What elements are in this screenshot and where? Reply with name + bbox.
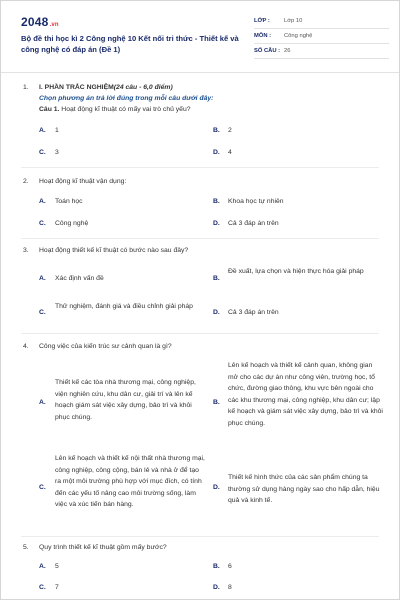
meta-class-value[interactable]: Lớp 10 <box>284 18 303 24</box>
option-a[interactable]: Toán học <box>55 198 83 205</box>
option-letter: C. <box>39 484 46 491</box>
question-text: Hoạt động kĩ thuật vận dụng: <box>39 178 127 185</box>
meta-count-value: 26 <box>284 48 291 54</box>
question-number: 4. <box>23 343 29 350</box>
section-note: (24 câu - 6,0 điểm) <box>113 84 173 91</box>
option-b[interactable]: Khoa học tự nhiên <box>228 198 284 205</box>
option-b[interactable]: 6 <box>228 563 232 570</box>
option-a[interactable]: Xác định vấn đề <box>55 275 104 282</box>
question-number: 5. <box>23 544 29 551</box>
option-c[interactable]: Công nghệ <box>55 220 89 227</box>
option-letter: B. <box>213 563 220 570</box>
meta-subject-label: MÔN : <box>254 33 272 39</box>
option-d[interactable]: Cả 3 đáp án trên <box>228 220 279 227</box>
option-a[interactable]: 1 <box>55 127 59 134</box>
option-c[interactable]: Thử nghiệm, đánh giá và điều chỉnh giải pháp <box>55 303 193 310</box>
header-divider <box>1 72 399 73</box>
option-d[interactable]: Thiết kế hình thức của các sản phẩm chúng ta thường sử dụng hàng ngày sao cho hấp dẫn, hiệu quả và kinh tế. <box>228 474 380 505</box>
logo-text: 2048 <box>21 15 49 29</box>
question-number: 2. <box>23 178 29 185</box>
question-text: Công việc của kiến trúc sư cảnh quan là gì? <box>39 343 172 350</box>
option-a[interactable]: Thiết kế các tòa nhà thương mại, công nghiệp, viện nghiên cứu, khu dân cư, giải trí và lên kế hoạch giám sát việc xây dựng, bảo trì và khôi phục chúng. <box>55 379 196 421</box>
option-letter: B. <box>213 399 220 406</box>
section-title-text: I. PHẦN TRẮC NGHIỆM <box>39 84 114 91</box>
meta-class-label: LỚP : <box>254 18 270 24</box>
option-letter: B. <box>213 275 220 282</box>
option-letter: A. <box>39 275 46 282</box>
option-letter: A. <box>39 198 46 205</box>
option-letter: D. <box>213 220 220 227</box>
question-divider <box>21 333 379 334</box>
question-number: 3. <box>23 247 29 254</box>
option-letter: C. <box>39 149 46 156</box>
page-header <box>1 1 399 69</box>
question-divider <box>21 238 379 239</box>
section-title <box>39 83 173 93</box>
meta-count <box>254 45 389 59</box>
option-letter: B. <box>213 198 220 205</box>
option-c[interactable]: Lên kế hoạch và thiết kế nội thất nhà thương mại, công nghiệp, công cộng, bán lẻ và nhà ở để tạo ra một môi trường phù hợp với mục đích, có tính đến các yếu tố nâng cao môi trường sống, làm việc và xúc tiến bán hàng. <box>55 455 205 509</box>
question-label: Câu 1. <box>39 106 60 113</box>
logo-suffix: .vn <box>49 22 59 28</box>
question-number: 1. <box>23 84 29 91</box>
option-c[interactable]: 7 <box>55 584 59 591</box>
option-letter: D. <box>213 484 220 491</box>
page-title: Bộ đề thi học kì 2 Công nghệ 10 Kết nối tri thức - Thiết kế và công nghệ có đáp án (Đề 1) <box>21 34 239 54</box>
site-logo[interactable] <box>21 15 59 29</box>
option-b[interactable]: Đề xuất, lựa chọn và hiện thực hóa giải pháp <box>228 268 364 275</box>
option-letter: C. <box>39 309 46 316</box>
option-d[interactable]: 4 <box>228 149 232 156</box>
option-letter: D. <box>213 149 220 156</box>
meta-subject <box>254 30 389 44</box>
option-a[interactable]: 5 <box>55 563 59 570</box>
option-letter: C. <box>39 584 46 591</box>
option-b[interactable]: 2 <box>228 127 232 134</box>
option-letter: C. <box>39 220 46 227</box>
question-body: Hoạt động kĩ thuật có mấy vai trò chủ yếu? <box>59 106 191 113</box>
option-letter: A. <box>39 399 46 406</box>
meta-subject-value[interactable]: Công nghệ <box>284 33 313 39</box>
option-d[interactable]: 8 <box>228 584 232 591</box>
option-d[interactable]: Cả 3 đáp án trên <box>228 309 279 316</box>
option-letter: B. <box>213 127 220 134</box>
option-letter: A. <box>39 127 46 134</box>
question-divider <box>21 536 379 537</box>
question-divider <box>21 167 379 168</box>
option-c[interactable]: 3 <box>55 149 59 156</box>
option-b[interactable]: Lên kế hoạch và thiết kế cảnh quan, không gian mở cho các dự án như công viên, trường học, tổ chức, đường giao thông, khu vực bên ngoài cho các khu thương mại, công nghiệp, khu dân cư; lập kế hoạch và giám sát việc xây dựng, bảo trì và khôi phục chúng. <box>228 362 383 427</box>
meta-count-label: SỐ CÂU : <box>254 48 281 54</box>
option-letter: D. <box>213 309 220 316</box>
option-letter: A. <box>39 563 46 570</box>
question-text: Quy trình thiết kế kĩ thuật gồm mấy bước? <box>39 544 167 551</box>
question-text <box>39 105 191 115</box>
option-letter: D. <box>213 584 220 591</box>
question-text: Hoạt động thiết kế kĩ thuật có bước nào sau đây? <box>39 247 189 254</box>
meta-class <box>254 15 389 29</box>
section-instruction: Chọn phương án trả lời đúng trong mỗi câu dưới đây: <box>39 95 214 102</box>
